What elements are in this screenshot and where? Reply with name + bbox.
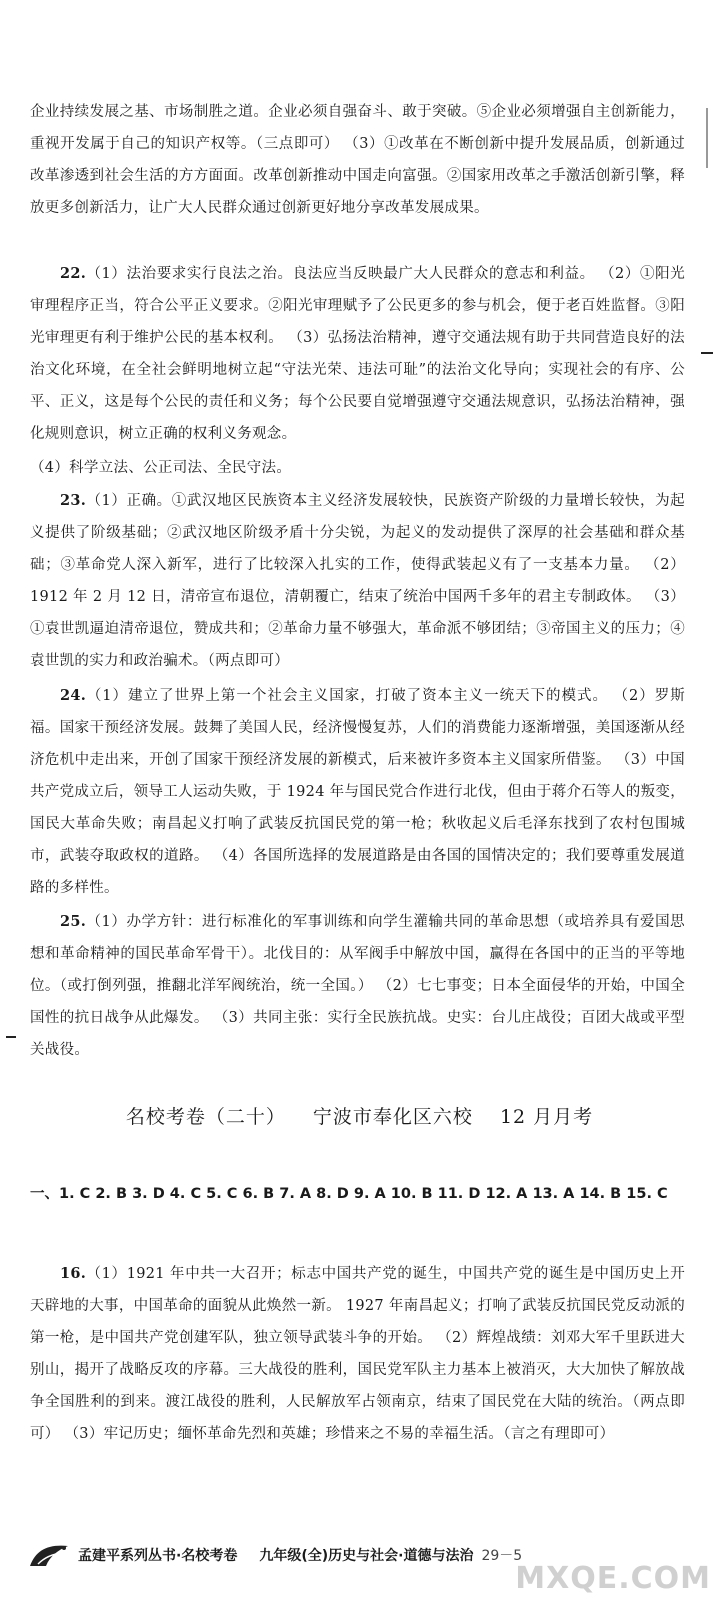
multiple-choice-answers: 一、1. C 2. B 3. D 4. C 5. C 6. B 7. A 8. D 9. A 10. B 11. D 12. A 13. A 14. B 15. C [30,1186,668,1202]
page-number: 29－5 [481,1548,523,1564]
question-25-answer: （1）办学方针：进行标准化的军事训练和向学生灌输共同的革命思想（或培养具有爱国思想和革命精神的国民革命军骨干）。北伐目的：从军阀手中解放中国，赢得在各国中的正当的平等地位。（或打倒列强，推翻北洋军阀统治，统一全国。） （2）七七事变；日本全面侵华的开始，中国全国性的抗日战争从此爆发。 （3）共同主张：实行全民族抗战。史实：台儿庄战役；百团大战或平型关战役。 [30,914,685,1058]
question-22-part-4: （4）科学立法、公正司法、全民守法。 [30,460,292,476]
question-24-answer: （1）建立了世界上第一个社会主义国家，打破了资本主义一统天下的模式。 （2）罗斯福。国家干预经济发展。鼓舞了美国人民，经济慢慢复苏，人们的消费能力逐渐增强，美国逐渐从经济危机中走出来，开创了国家干预经济发展的新模式，后来被许多资本主义国家所借鉴。 （3）中国共产党成立后，领导工人运动失败，于 1924 年与国民党合作进行北伐，但由于蒋介石等人的叛变，国民大革命失败；南昌起义打响了武装反抗国民党的第一枪；秋收起义后毛泽东找到了农村包围城市，武装夺取政权的道路。 （4）各国所选择的发展道路是由各国的国情决定的；我们要尊重发展道路的多样性。 [30,688,685,896]
paragraph-continuation: 企业持续发展之基、市场制胜之道。企业必须自强奋斗、敢于突破。⑤企业必须增强自主创新能力，重视开发属于自己的知识产权等。（三点即可） （3）①改革在不断创新中提升发展品质，创新通过改革渗透到社会生活的方方面面。改革创新推动中国走向富强。②国家用改革之手激活创新引擎，释放更多创新活力，让广大人民群众通过创新更好地分享改革发展成果。 [30,104,685,216]
publisher-logo-icon [28,1540,72,1570]
question-number: 25. [60,913,87,930]
margin-mark [706,108,708,168]
margin-mark [701,352,713,354]
question-23 [30,485,685,677]
question-number: 24. [60,687,87,704]
question-23-answer: （1）正确。①武汉地区民族资本主义经济发展较快，民族资产阶级的力量增长较快，为起义提供了阶级基础；②武汉地区阶级矛盾十分尖锐，为起义的发动提供了深厚的社会基础和群众基础；③革命党人深入新军，进行了比较深入扎实的工作，使得武装起义有了一支基本力量。 （2）1912 年 2 月 12 日，清帝宣布退位，清朝覆亡，结束了统治中国两千多年的君主专制政体。 （3）①袁世凯逼迫清帝退位，赞成共和；②革命力量不够强大，革命派不够团结；③帝国主义的压力；④袁世凯的实力和政治骗术。（两点即可） [30,493,685,669]
question-number: 16. [60,1265,87,1282]
question-22-answer: （1）法治要求实行良法之治。良法应当反映最广大人民群众的意志和利益。 （2）①阳光审理程序正当，符合公平正义要求。②阳光审理赋予了公民更多的参与机会，便于老百姓监督。③阳光审理更有利于维护公民的基本权利。 （3）弘扬法治精神，遵守交通法规有助于共同营造良好的法治文化环境，在全社会鲜明地树立起“守法光荣、违法可耻”的法治文化导向；实现社会的有序、公平、正义，这是每个公民的责任和义务；每个公民要自觉增强遵守交通法规意识，弘扬法治精神，强化规则意识，树立正确的权利义务观念。 [30,266,685,442]
footer-grade-subject: 九年级(全)历史与社会·道德与法治 [259,1548,474,1564]
exam-session: 12 月月考 [499,1106,594,1128]
question-25 [30,906,685,1066]
exam-name: 名校考卷（二十） [125,1106,286,1128]
question-number: 22. [60,265,87,282]
footer-series: 孟建平系列丛书·名校考卷 [78,1548,238,1564]
question-16-answer: （1）1921 年中共一大召开；标志中国共产党的诞生，中国共产党的诞生是中国历史上开天辟地的大事，中国革命的面貌从此焕然一新。 1927 年南昌起义；打响了武装反抗国民党反动派的第一枪，是中国共产党创建军队，独立领导武装斗争的开始。 （2）辉煌战绩：刘邓大军千里跃进大别山，揭开了战略反攻的序幕。三大战役的胜利，国民党军队主力基本上被消灭，大大加快了解放战争全国胜利的到来。渡江战役的胜利，人民解放军占领南京，结束了国民党在大陆的统治。（两点即可） （3）牢记历史；缅怀革命先烈和英雄；珍惜来之不易的幸福生活。（言之有理即可） [30,1266,685,1442]
exam-school: 宁波市奉化区六校 [312,1106,473,1128]
margin-mark [6,1036,16,1038]
question-22 [30,258,685,450]
section-title [0,1102,719,1129]
question-16 [30,1258,685,1450]
watermark-text: MXQE.COM [515,1561,711,1596]
question-number: 23. [60,492,87,509]
question-24 [30,680,685,904]
